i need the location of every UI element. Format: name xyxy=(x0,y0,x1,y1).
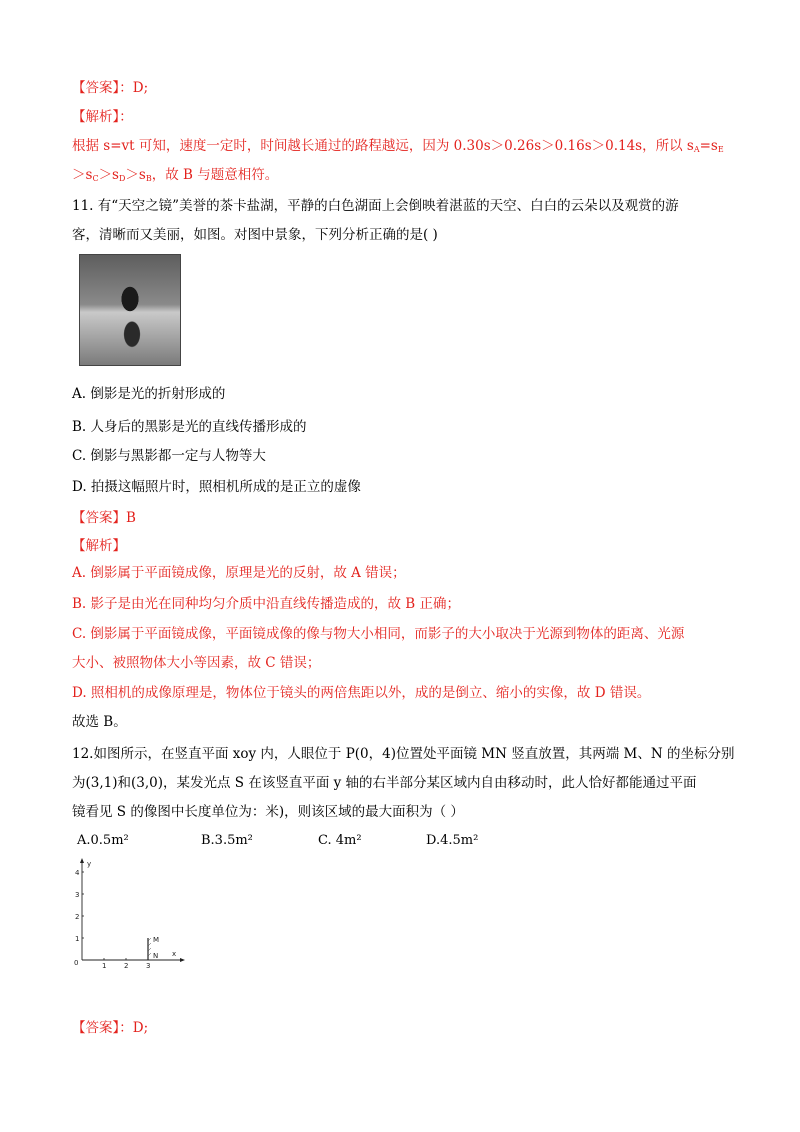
q12-stem-line-2: 为(3,1)和(3,0)，某发光点 S 在该竖直平面 y 轴的右半部分某区域内自由移动时，此人恰好都能通过平面 xyxy=(72,775,697,791)
q12-option-d: D.4.5m² xyxy=(426,833,479,848)
prev-answer: 【答案】：D; xyxy=(72,80,149,96)
y-axis-arrow xyxy=(80,858,84,863)
q12-stem-line-3: 镜看见 S 的像图中长度单位为：米)，则该区域的最大面积为（ ） xyxy=(72,804,464,820)
y-tick-2: 2 xyxy=(75,913,80,921)
prev-analysis-line-1: 根据 s=vt 可知，速度一定时，时间越长通过的路程越远，因为 0.30s＞0.26s＞0.16s＞0.14s，所以 $s_A=s_E$ xyxy=(72,138,724,154)
q11-stem-line-2: 客，清晰而又美丽，如图。对图中景象，下列分析正确的是( ) xyxy=(72,227,438,243)
q11-conclusion: 故选 B。 xyxy=(72,714,127,730)
mirror-coordinate-graph xyxy=(68,855,188,970)
q12-option-b: B.3.5m² xyxy=(201,833,253,848)
y-axis-label: y xyxy=(87,860,92,868)
y-tick-1: 1 xyxy=(75,935,80,943)
q11-stem-line-1: 11. 有“天空之镜”美誉的茶卡盐湖，平静的白色湖面上会倒映着湛蓝的天空、白白的云朵以及观赏的游 xyxy=(72,198,679,214)
q11-analysis-c-1: C. 倒影属于平面镜成像，平面镜成像的像与物大小相同，而影子的大小取决于光源到物体的距离、光源 xyxy=(72,626,685,642)
q11-analysis-label: 【解析】 xyxy=(72,538,126,554)
q11-analysis-b: B. 影子是由光在同种均匀介质中沿直线传播造成的，故 B 正确； xyxy=(72,596,461,612)
x-tick-1: 1 xyxy=(102,962,107,970)
x-axis-arrow xyxy=(180,958,185,962)
q12-stem-line-1: 12.如图所示，在竖直平面 xoy 内，人眼位于 P(0，4)位置处平面镜 MN 竖直放置，其两端 M、N 的坐标分别 xyxy=(72,746,735,762)
mirror-label-m: M xyxy=(153,936,160,944)
prev-analysis-line-2: $>s_C>s_D>s_B$，故 B 与题意相符。 xyxy=(72,167,279,183)
x-tick-3: 3 xyxy=(146,962,151,970)
x-tick-2: 2 xyxy=(124,962,129,970)
q11-answer: 【答案】B xyxy=(72,510,136,526)
salt-lake-photo xyxy=(79,254,181,366)
q12-answer: 【答案】：D; xyxy=(72,1020,149,1036)
y-tick-4: 4 xyxy=(75,869,80,877)
y-tick-3: 3 xyxy=(75,891,80,899)
mirror-label-n: N xyxy=(153,952,159,960)
q11-analysis-a: A. 倒影属于平面镜成像，原理是光的反射，故 A 错误； xyxy=(72,565,406,581)
q12-option-a: A.0.5m² xyxy=(77,833,129,848)
q11-option-c: C. 倒影与黑影都一定与人物等大 xyxy=(72,448,266,464)
q11-option-d: D. 拍摄这幅照片时，照相机所成的是正立的虚像 xyxy=(72,479,361,495)
q11-option-a: A. 倒影是光的折射形成的 xyxy=(72,386,226,402)
q11-analysis-d: D. 照相机的成像原理是，物体位于镜头的两倍焦距以外，成的是倒立、缩小的实像，故 D 错误。 xyxy=(72,685,651,701)
origin-label: 0 xyxy=(74,959,79,967)
q12-option-c: C. 4m² xyxy=(318,833,362,848)
prev-analysis-label: 【解析】： xyxy=(72,109,133,125)
x-axis-label: x xyxy=(172,950,177,958)
q11-option-b: B. 人身后的黑影是光的直线传播形成的 xyxy=(72,419,307,435)
q11-analysis-c-2: 大小、被照物体大小等因素，故 C 错误； xyxy=(72,655,321,671)
